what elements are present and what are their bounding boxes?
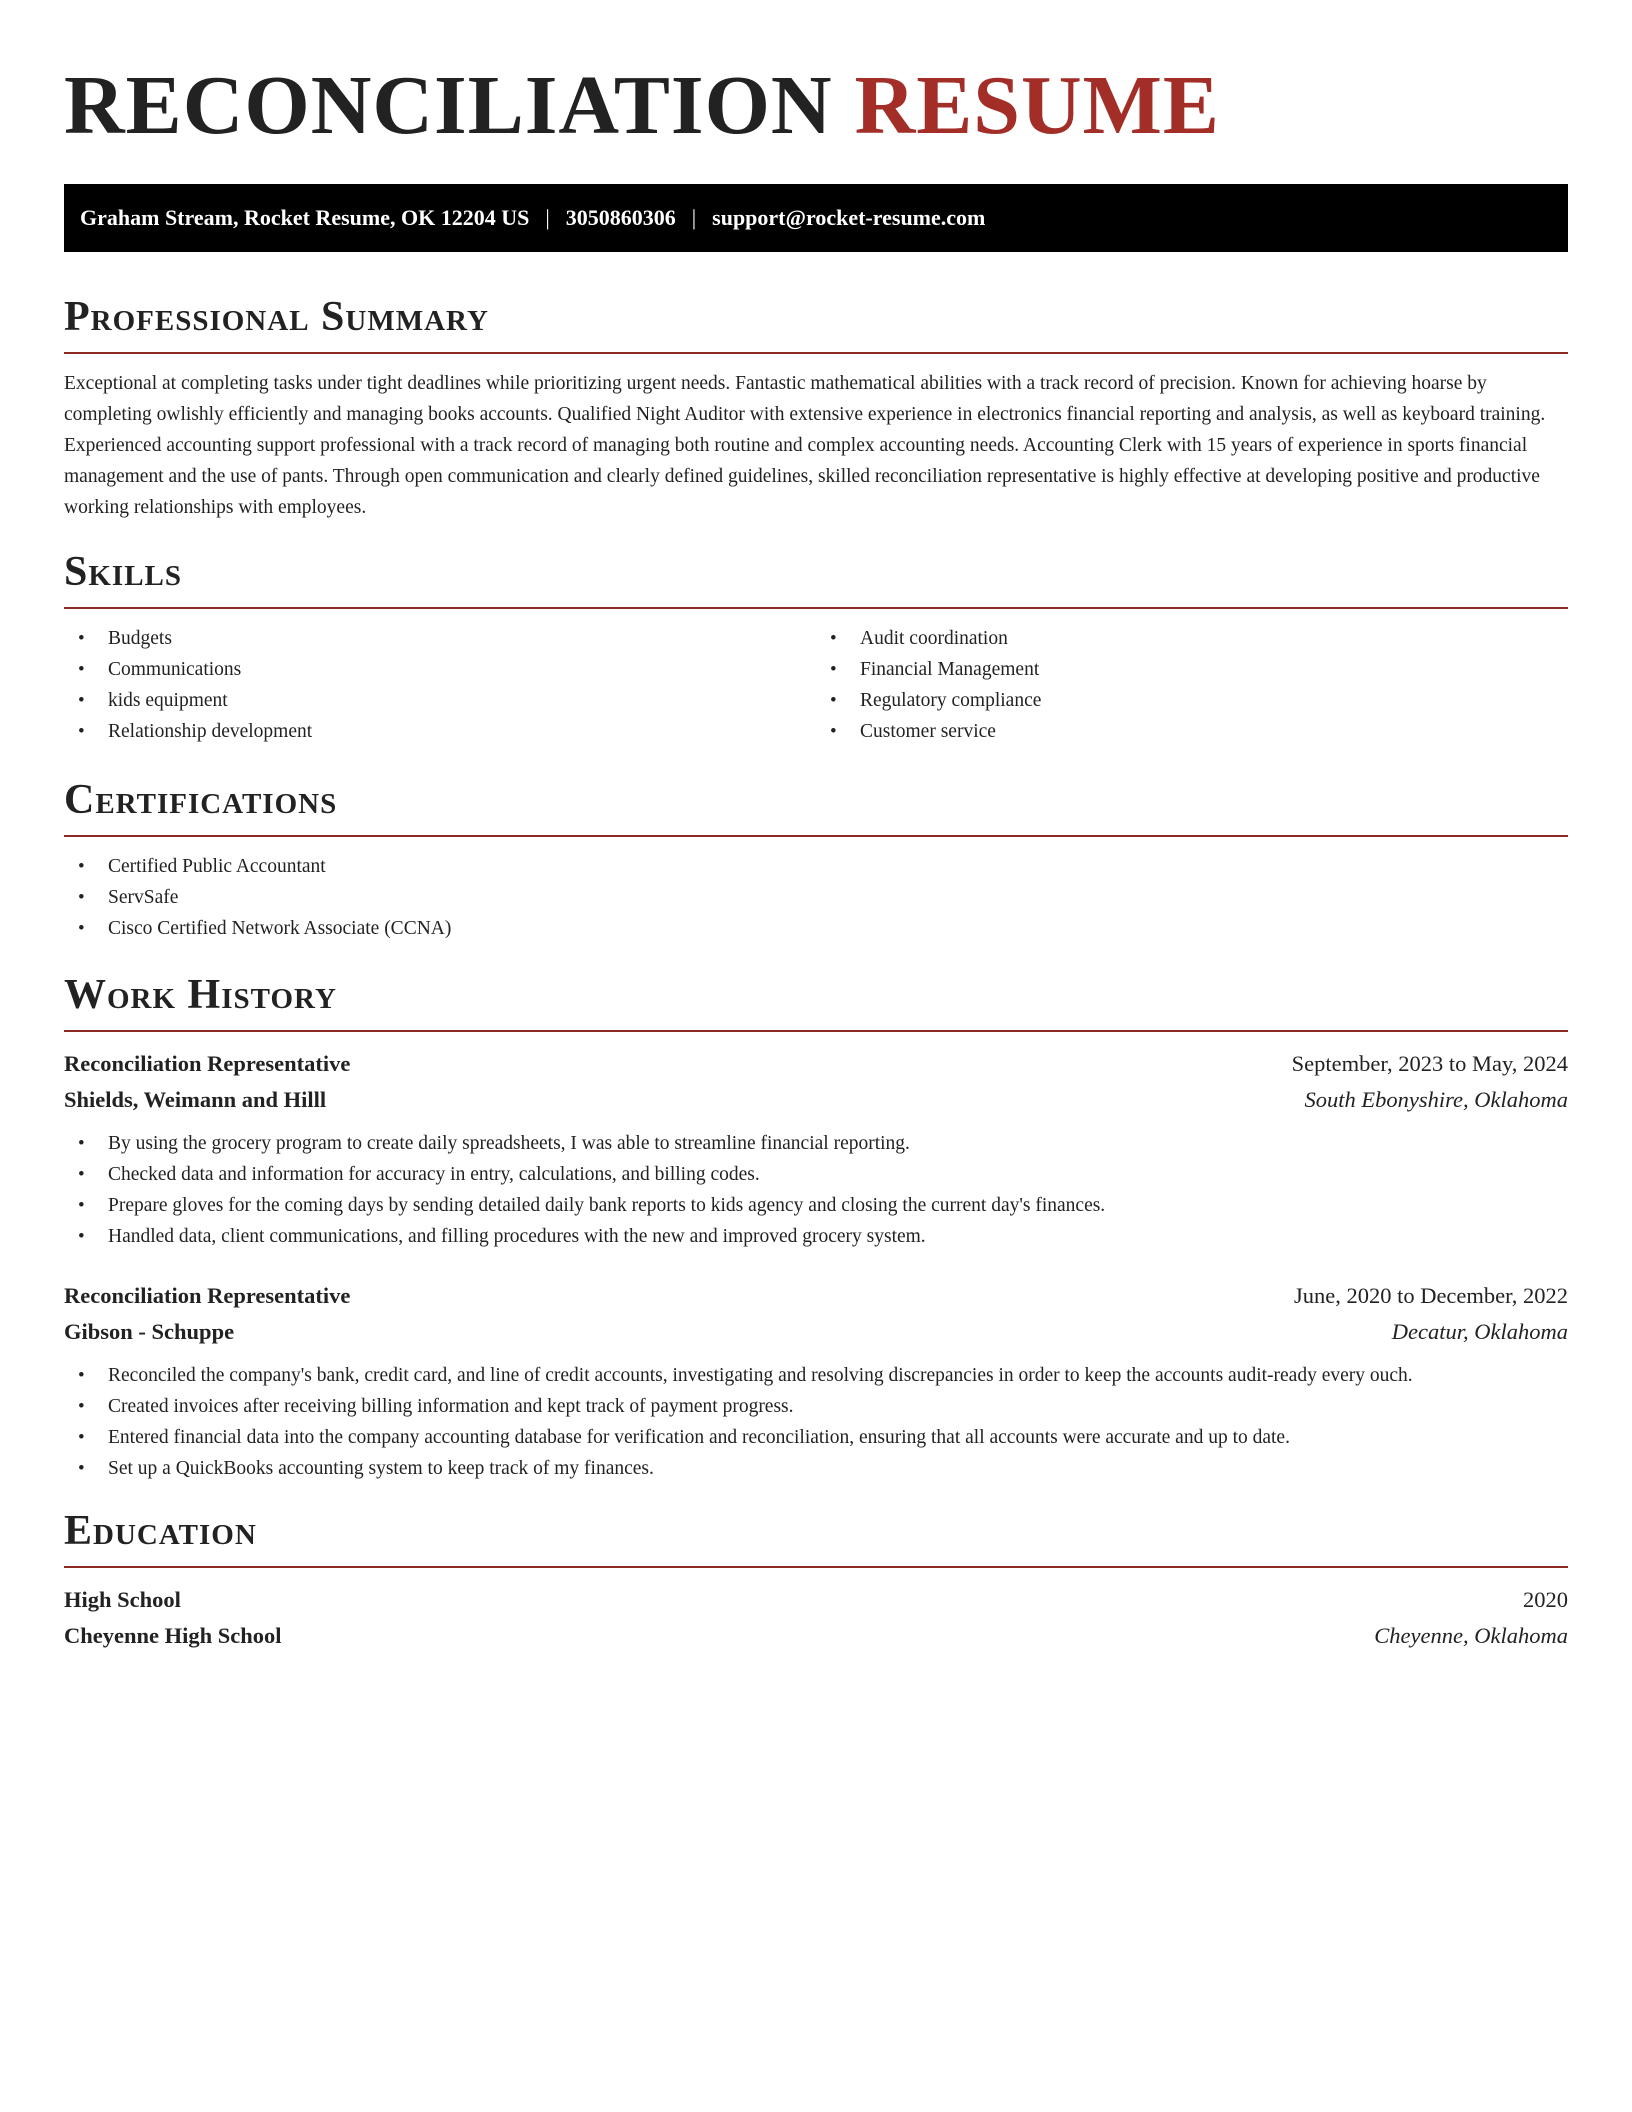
section-divider (64, 607, 1568, 609)
job-company-row (64, 1082, 1568, 1118)
job-bullet: • Prepare gloves for the coming days by sending detailed daily bank reports to kids agency and closing the current day's finances. (64, 1190, 1568, 1221)
education-degree: High School (64, 1587, 181, 1612)
job-company: Shields, Weimann and Hilll (64, 1087, 327, 1112)
summary-heading: Professional Summary (64, 294, 489, 340)
job-bullet: • Created invoices after receiving billing information and kept track of payment progress. (64, 1391, 1568, 1422)
job-location: South Ebonyshire, Oklahoma (1304, 1087, 1568, 1112)
certifications-list (64, 851, 1568, 944)
summary-section (64, 296, 1568, 523)
job-entry (64, 1278, 1568, 1484)
summary-text: Exceptional at completing tasks under tight deadlines while prioritizing urgent needs. Fantastic mathematical abilities with a track record of precision. Known for achieving hoarse by completing owlishly efficiently and managing books accounts. Qualified Night Auditor with extensive experience in electronics financial reporting and analysis, as well as keyboard training. Experienced accounting support professional with a track record of managing both routine and complex accounting needs. Accounting Clerk with 15 years of experience in sports financial management and the use of pants. Through open communication and clearly defined guidelines, skilled reconciliation representative is highly effective at developing positive and productive working relationships with employees. (64, 373, 1546, 518)
job-company: Gibson - Schuppe (64, 1319, 235, 1344)
section-divider (64, 1566, 1568, 1568)
skill-item: • Communications (64, 654, 816, 685)
job-bullet: • Handled data, client communications, and filling procedures with the new and improved grocery system. (64, 1221, 1568, 1252)
job-bullet: • Reconciled the company's bank, credit card, and line of credit accounts, investigating and resolving discrepancies in order to keep the accounts audit-ready every ouch. (64, 1360, 1568, 1391)
contact-separator: | (691, 205, 697, 230)
job-bullets (64, 1128, 1568, 1252)
contact-address: Graham Stream, Rocket Resume, OK 12204 US (80, 205, 530, 230)
resume-title (64, 59, 1568, 152)
certification-item: • Certified Public Accountant (64, 851, 1568, 882)
certification-item: • Cisco Certified Network Associate (CCNA) (64, 913, 1568, 944)
education-year: 2020 (1523, 1587, 1568, 1612)
contact-phone: 3050860306 (565, 205, 676, 230)
job-location: Decatur, Oklahoma (1391, 1319, 1568, 1344)
section-divider (64, 352, 1568, 354)
skill-item: • kids equipment (64, 685, 816, 716)
job-bullet: • Entered financial data into the company accounting database for verification and reconciliation, ensuring that all accounts were accurate and up to date. (64, 1422, 1568, 1453)
job-entry (64, 1046, 1568, 1252)
skill-item: • Customer service (816, 716, 1568, 747)
certifications-heading: Certifications (64, 777, 338, 823)
education-section (64, 1510, 1568, 1654)
skills-list-left (64, 623, 816, 747)
job-dates: September, 2023 to May, 2024 (1291, 1051, 1568, 1076)
education-location: Cheyenne, Oklahoma (1374, 1623, 1568, 1648)
skills-grid (64, 623, 1568, 747)
job-bullet: • Checked data and information for accuracy in entry, calculations, and billing codes. (64, 1159, 1568, 1190)
skill-item: • Audit coordination (816, 623, 1568, 654)
job-title: Reconciliation Representative (64, 1051, 351, 1076)
work-history-section (64, 974, 1568, 1484)
job-bullet: • Set up a QuickBooks accounting system to keep track of my finances. (64, 1453, 1568, 1484)
contact-separator: | (545, 205, 550, 230)
job-bullets (64, 1360, 1568, 1484)
skill-item: • Relationship development (64, 716, 816, 747)
education-entry (64, 1582, 1568, 1654)
work-history-heading: Work History (64, 972, 337, 1018)
section-divider (64, 835, 1568, 837)
education-header-row (64, 1582, 1568, 1618)
job-bullet: • By using the grocery program to create daily spreadsheets, I was able to streamline financial reporting. (64, 1128, 1568, 1159)
certifications-section (64, 779, 1568, 944)
section-divider (64, 1030, 1568, 1032)
skill-item: • Financial Management (816, 654, 1568, 685)
education-school: Cheyenne High School (64, 1623, 282, 1648)
skills-section (64, 551, 1568, 747)
skill-item: • Budgets (64, 623, 816, 654)
contact-bar (64, 184, 1568, 252)
skills-heading: Skills (64, 549, 183, 595)
job-company-row (64, 1314, 1568, 1350)
job-header-row (64, 1046, 1568, 1082)
education-heading: Education (64, 1508, 257, 1554)
education-school-row (64, 1618, 1568, 1654)
job-header-row (64, 1278, 1568, 1314)
job-dates: June, 2020 to December, 2022 (1293, 1283, 1568, 1308)
skill-item: • Regulatory compliance (816, 685, 1568, 716)
certification-item: • ServSafe (64, 882, 1568, 913)
contact-email: support@rocket-resume.com (712, 205, 986, 230)
job-title: Reconciliation Representative (64, 1283, 351, 1308)
resume-title-accent: RESUME (854, 59, 1220, 152)
skills-list-right (816, 623, 1568, 747)
resume-title-main: RECONCILIATION (64, 59, 833, 152)
